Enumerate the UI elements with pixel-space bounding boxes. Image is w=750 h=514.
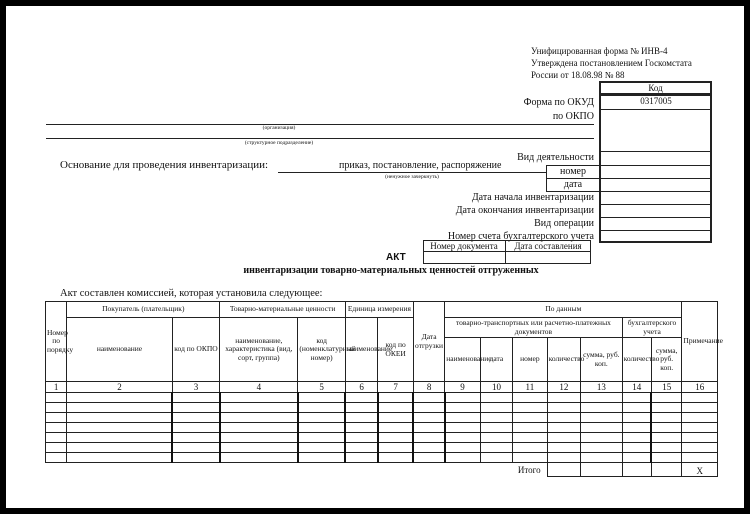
table-row [46,413,718,423]
total-doc-sum [581,463,623,477]
table-cell[interactable] [46,433,67,443]
account-label: Номер счета бухгалтерского учета [447,231,594,242]
table-cell[interactable] [46,403,67,413]
table-cell[interactable] [622,433,651,443]
table-cell[interactable] [445,423,480,433]
table-cell[interactable] [513,443,547,453]
col-number: 16 [682,382,718,393]
table-cell[interactable] [172,453,220,463]
table-cell[interactable] [298,393,346,403]
table-cell[interactable] [682,393,718,403]
table-cell[interactable] [220,443,298,453]
table-cell[interactable] [513,433,547,443]
table-cell[interactable] [67,453,172,463]
table-cell[interactable] [622,443,651,453]
table-cell[interactable] [413,423,444,433]
table-cell[interactable] [622,423,651,433]
doc-subtitle: инвентаризации товарно-материальных ценностей отгруженных [243,265,539,276]
basis-caption: (ненужное зачеркнуть) [385,174,439,180]
table-cell[interactable] [581,413,623,423]
col-header-goods-code: код (номенклатурный номер) [298,318,346,382]
table-cell[interactable] [46,453,67,463]
table-cell[interactable] [46,393,67,403]
col-number: 6 [345,382,377,393]
table-cell[interactable] [651,423,681,433]
code-header-label: Код [648,83,663,93]
table-cell[interactable] [46,423,67,433]
table-cell[interactable] [345,393,377,403]
col-number: 15 [651,382,681,393]
table-cell[interactable] [651,443,681,453]
table-cell[interactable] [345,443,377,453]
col-header-doc-sum: сумма, руб. коп. [581,338,623,382]
table-cell[interactable] [67,393,172,403]
doc-date-label: Дата составления [514,241,582,251]
table-cell[interactable] [378,443,413,453]
inventory-table [45,301,723,477]
form-header-line1: Унифицированная форма № ИНВ-4 [531,46,668,56]
col-header-by-data: По данным [445,302,682,318]
table-cell[interactable] [298,433,346,443]
table-cell[interactable] [413,433,444,443]
table-cell[interactable] [378,413,413,423]
table-cell[interactable] [172,423,220,433]
table-cell[interactable] [513,413,547,423]
table-cell[interactable] [46,443,67,453]
table-cell[interactable] [480,453,512,463]
basis-number-label: номер [560,166,586,177]
table-cell[interactable] [67,403,172,413]
table-cell[interactable] [682,403,718,413]
table-cell[interactable] [682,443,718,453]
table-cell[interactable] [581,403,623,413]
table-cell[interactable] [67,443,172,453]
okud-label: Форма по ОКУД [523,97,594,108]
col-header-transport-docs: товарно-транспортных или расчетно-платежных документов [445,318,622,338]
table-cell[interactable] [581,443,623,453]
total-label: Итого [517,464,541,475]
table-cell[interactable] [682,453,718,463]
table-cell[interactable] [480,443,512,453]
table-cell[interactable] [622,413,651,423]
table-cell[interactable] [480,393,512,403]
col-header-acc-qty: количество [622,338,651,382]
table-cell[interactable] [345,413,377,423]
table-cell[interactable] [220,433,298,443]
table-cell[interactable] [480,413,512,423]
total-row [46,463,718,477]
column-number-row [46,382,718,393]
table-cell[interactable] [445,443,480,453]
table-cell[interactable] [220,403,298,413]
table-cell[interactable] [622,403,651,413]
total-acc-sum [651,463,681,477]
table-cell[interactable] [682,413,718,423]
col-number: 11 [513,382,547,393]
inv-end-label: Дата окончания инвентаризации [455,205,594,216]
table-cell[interactable] [378,423,413,433]
table-cell[interactable] [172,443,220,453]
col-header-accounting: бухгалтерского учета [622,318,682,338]
table-row [46,393,718,403]
table-row [46,433,718,443]
table-cell[interactable] [378,433,413,443]
col-header-buyer-okpo: код по ОКПО [172,318,220,382]
doc-title: АКТ [386,252,406,263]
table-cell[interactable] [220,393,298,403]
form-header-line2: Утверждена постановлением Госкомстата [531,58,692,68]
col-header-unit: Единица измерения [345,302,413,318]
table-cell[interactable] [581,453,623,463]
col-header-goods-name: наименование, характеристика (вид, сорт, группа) [220,318,298,382]
total-mark: Х [682,463,718,477]
operation-label: Вид операции [534,218,594,229]
division-line [46,138,594,139]
table-cell[interactable] [651,453,681,463]
table-cell[interactable] [651,413,681,423]
col-header-buyer: Покупатель (плательщик) [67,302,220,318]
col-number: 9 [445,382,480,393]
table-cell[interactable] [480,433,512,443]
table-cell[interactable] [445,393,480,403]
table-cell[interactable] [547,413,580,423]
table-row [46,443,718,453]
doc-number-label: Номер документа [430,241,498,251]
col-number: 12 [547,382,580,393]
table-cell[interactable] [220,413,298,423]
table-cell[interactable] [46,413,67,423]
table-cell[interactable] [445,413,480,423]
table-cell[interactable] [413,393,444,403]
table-cell[interactable] [547,453,580,463]
table-cell[interactable] [547,393,580,403]
table-cell[interactable] [298,423,346,433]
table-cell[interactable] [682,433,718,443]
table-cell[interactable] [298,413,346,423]
table-row [46,403,718,413]
okud-value: 0317005 [640,96,672,106]
col-header-num: Номер по порядку [46,302,67,382]
activity-label: Вид деятельности [517,152,594,163]
col-header-ship-date: Дата отгрузки [413,302,444,382]
table-cell[interactable] [345,403,377,413]
col-number: 2 [67,382,172,393]
col-number: 10 [480,382,512,393]
table-cell[interactable] [445,453,480,463]
table-cell[interactable] [413,403,444,413]
table-cell[interactable] [480,403,512,413]
table-cell[interactable] [298,403,346,413]
table-cell[interactable] [651,433,681,443]
table-cell[interactable] [67,423,172,433]
inv4-form-page [6,6,744,508]
table-cell[interactable] [67,413,172,423]
table-cell[interactable] [513,453,547,463]
col-header-note: Примечание [682,302,718,382]
table-cell[interactable] [413,413,444,423]
col-header-doc-date: дата [480,338,512,382]
table-cell[interactable] [413,453,444,463]
table-cell[interactable] [581,433,623,443]
table-cell[interactable] [513,423,547,433]
col-header-doc-qty: количество [547,338,580,382]
col-number: 4 [220,382,298,393]
table-cell[interactable] [547,423,580,433]
table-cell[interactable] [622,393,651,403]
table-cell[interactable] [345,423,377,433]
table-cell[interactable] [480,423,512,433]
table-cell[interactable] [220,423,298,433]
code-column-box [599,94,712,243]
table-cell[interactable] [547,443,580,453]
table-cell[interactable] [547,403,580,413]
table-cell[interactable] [345,453,377,463]
form-header-line3: России от 18.08.98 № 88 [531,70,625,80]
table-cell[interactable] [651,393,681,403]
col-number: 5 [298,382,346,393]
table-cell[interactable] [298,443,346,453]
table-cell[interactable] [172,413,220,423]
basis-value: приказ, постановление, распоряжение [339,160,502,171]
col-header-doc-number: номер [513,338,547,382]
total-acc-qty [622,463,651,477]
table-cell[interactable] [513,393,547,403]
col-number: 1 [46,382,67,393]
table-cell[interactable] [298,453,346,463]
col-number: 14 [622,382,651,393]
col-number: 3 [172,382,220,393]
table-cell[interactable] [581,393,623,403]
table-cell[interactable] [172,393,220,403]
table-cell[interactable] [445,433,480,443]
col-header-goods: Товарно-материальные ценности [220,302,346,318]
table-cell[interactable] [220,453,298,463]
basis-date-label: дата [563,179,583,190]
org-caption: (организация) [262,125,296,131]
inv-start-label: Дата начала инвентаризации [471,192,594,203]
table-cell[interactable] [581,423,623,433]
col-number: 7 [378,382,413,393]
table-row [46,453,718,463]
col-header-doc-name: наименование [445,338,480,382]
total-doc-qty [547,463,580,477]
col-number: 13 [581,382,623,393]
table-cell[interactable] [513,403,547,413]
col-header-unit-name: наименование [345,318,377,382]
code-header-cell [599,81,712,95]
table-cell[interactable] [413,443,444,453]
col-number: 8 [413,382,444,393]
division-caption: (структурное подразделение) [244,140,314,146]
table-row [46,423,718,433]
okpo-label: по ОКПО [552,111,594,122]
table-cell[interactable] [445,403,480,413]
table-cell[interactable] [378,453,413,463]
table-cell[interactable] [345,433,377,443]
basis-label: Основание для проведения инвентаризации: [60,159,269,171]
table-cell[interactable] [547,433,580,443]
col-header-unit-okei: код по ОКЕИ [378,318,413,382]
table-cell[interactable] [67,433,172,443]
table-cell[interactable] [682,423,718,433]
table-cell[interactable] [378,403,413,413]
table-cell[interactable] [172,403,220,413]
table-cell[interactable] [378,393,413,403]
table-cell[interactable] [172,433,220,443]
col-header-acc-sum: сумма, руб. коп. [651,338,681,382]
commission-text: Акт составлен комиссией, которая установила следующее: [60,288,323,299]
table-cell[interactable] [651,403,681,413]
table-cell[interactable] [622,453,651,463]
col-header-buyer-name: наименование [67,318,172,382]
